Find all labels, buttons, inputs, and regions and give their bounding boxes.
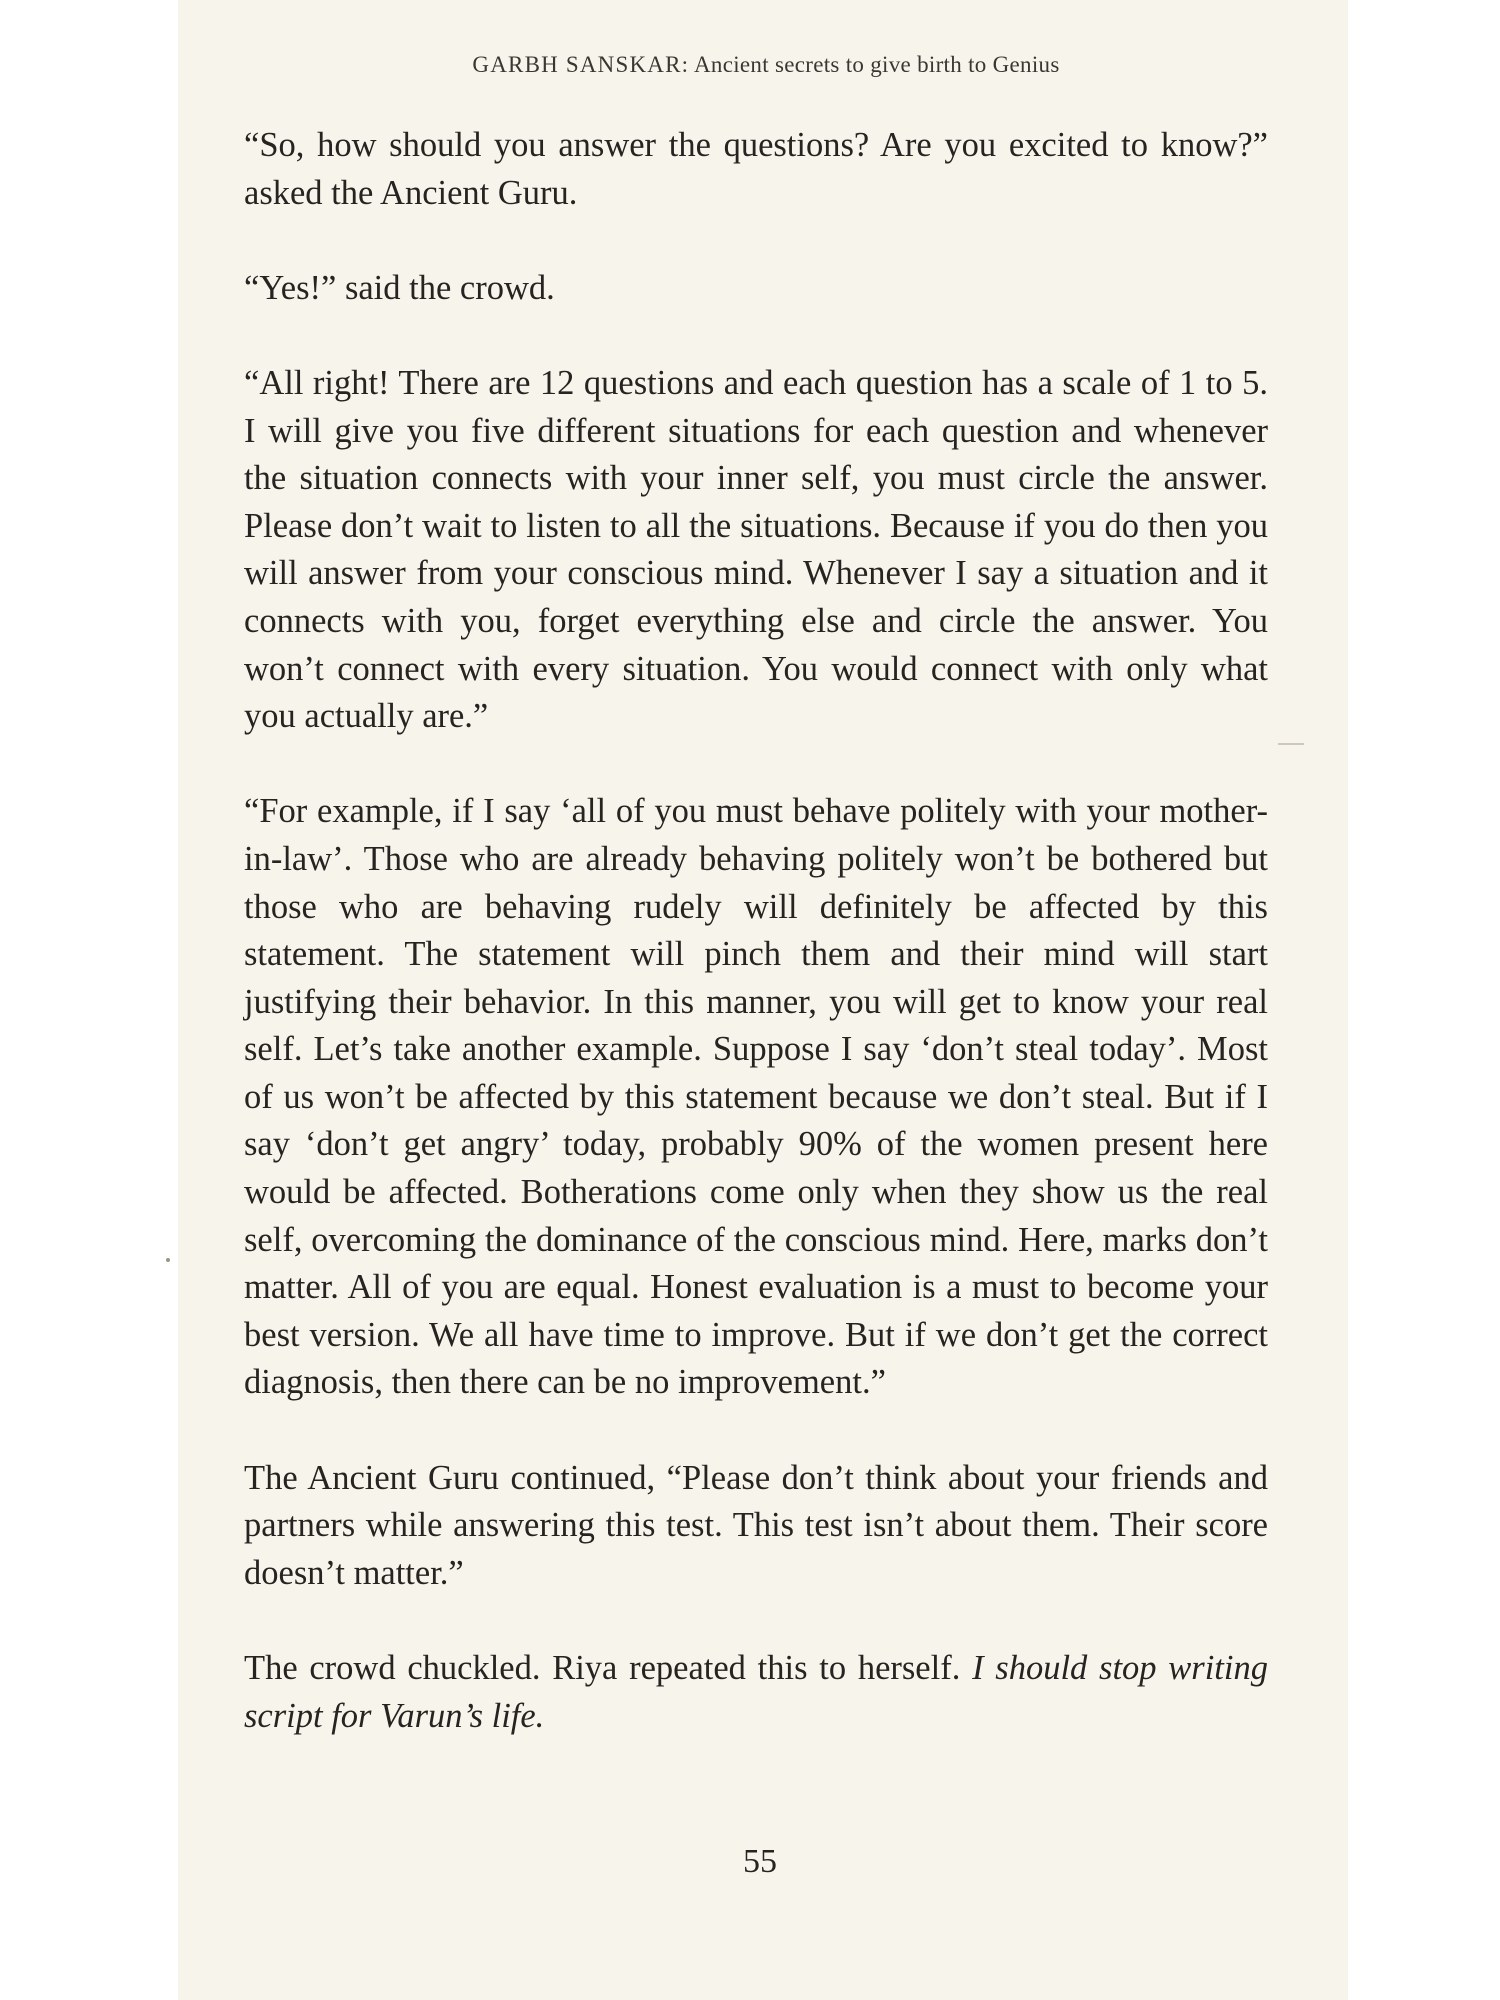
paragraph-5: The Ancient Guru continued, “Please don’t think about your friends and partners while answering this test. This test isn’t about them. Their score doesn’t matter.” <box>244 1458 1268 1592</box>
book-subtitle: Ancient secrets to give birth to Genius <box>694 52 1060 77</box>
paragraph-6-italic-thought: I should stop writing script for Varun’s life. <box>244 1649 1268 1735</box>
book-title: GARBH SANSKAR: <box>472 52 690 77</box>
paragraph-2: “Yes!” said the crowd. <box>244 268 555 307</box>
margin-speck <box>166 1258 170 1262</box>
page-number: 55 <box>743 1843 777 1880</box>
paragraph-1: “So, how should you answer the questions? Are you excited to know?” asked the Ancient Guru. <box>244 126 1268 212</box>
body-text <box>244 122 1268 1740</box>
running-header <box>246 52 1286 78</box>
paragraph-6-text: The crowd chuckled. Riya repeated this to herself. <box>244 1649 973 1687</box>
paragraph-6 <box>244 1645 1268 1740</box>
paragraph-3: “All right! There are 12 questions and each question has a scale of 1 to 5. I will give you five different situations for each question and whenever the situation connects with your inner self, you must circle the answer. Please don’t wait to listen to all the situations. Because if you do then you will answer from your conscious mind. Whenever I say a situation and it connects with you, forget everything else and circle the answer. You won’t connect with every situation. You would connect with only what you actually are.” <box>244 363 1268 736</box>
edge-mark <box>1278 743 1304 745</box>
paragraph-4: “For example, if I say ‘all of you must behave politely with your mother-in-law’. Those who are already behaving politely won’t be bothered but those who are behaving rudely will definitely be affected by this statement. The statement will pinch them and their mind will start justifying their behavior. In this manner, you will get to know your real self. Let’s take another example. Suppose I say ‘don’t steal today’. Most of us won’t be affected by this statement because we don’t steal. But if I say ‘don’t get angry’ today, probably 90% of the women present here would be affected. Botherations come only when they show us the real self, overcoming the dominance of the conscious mind. Here, marks don’t matter. All of you are equal. Honest evaluation is a must to become your best version. We all have time to improve. But if we don’t get the correct diagnosis, then there can be no improvement.” <box>244 792 1268 1402</box>
